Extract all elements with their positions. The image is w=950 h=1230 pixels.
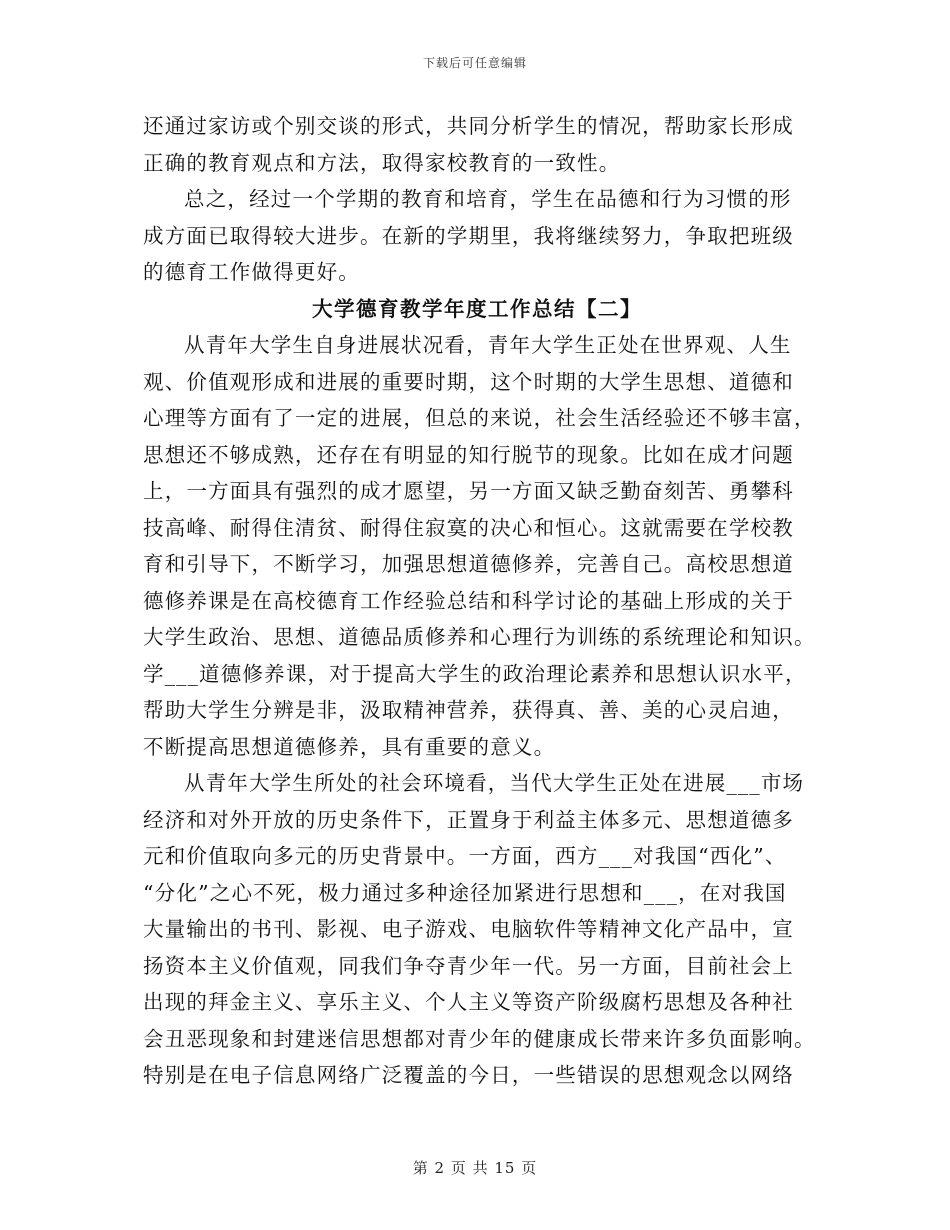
text-line: 从青年大学生自身进展状况看，青年大学生正处在世界观、人生 xyxy=(184,333,792,357)
document-body xyxy=(143,108,816,1094)
paragraph-4 xyxy=(143,765,816,1094)
text-line: 元和价值取向多元的历史背景中。一方面，西方___对我国“西化”、 xyxy=(143,844,787,868)
text-line: 正确的教育观点和方法，取得家校教育的一致性。 xyxy=(143,150,621,175)
text-line: 不断提高思想道德修养，具有重要的意义。 xyxy=(143,734,556,759)
text-line: 总之，经过一个学期的教育和培育，学生在品德和行为习惯的形 xyxy=(184,187,792,211)
paragraph-1 xyxy=(143,108,811,181)
text-line: 大学生政治、思想、道德品质修养和心理行为训练的系统理论和知识。 xyxy=(143,625,816,649)
text-line: 大量输出的书刊、影视、电子游戏、电脑软件等精神文化产品中，宣 xyxy=(143,917,794,941)
text-line: 成方面已取得较大进步。在新的学期里，我将继续努力，争取把班级 xyxy=(143,223,794,248)
text-line: 出现的拜金主义、享乐主义、个人主义等资产阶级腐朽思想及各种社 xyxy=(143,990,794,1014)
header-note: 下载后可任意编辑 xyxy=(422,56,527,70)
section-title: 大学德育教学年度工作总结【二】 xyxy=(312,296,642,321)
page-number-footer: 第 2 页 共 15 页 xyxy=(412,1159,538,1177)
text-line: 特别是在电子信息网络广泛覆盖的今日，一些错误的思想观念以网络 xyxy=(143,1063,794,1087)
paragraph-2 xyxy=(143,181,811,291)
text-line: 还通过家访或个别交谈的形式，共同分析学生的情况，帮助家长形成 xyxy=(143,114,794,138)
text-line: 技高峰、耐得住清贫、耐得住寂寞的决心和恒心。这就需要在学校教 xyxy=(143,515,794,540)
text-line: 育和引导下，不断学习，加强思想道德修养，完善自己。高校思想道 xyxy=(143,552,794,576)
text-line: “分化”之心不死，极力通过多种途径加紧进行思想和___，在对我国 xyxy=(143,880,787,905)
text-line: 思想还不够成熟，还存在有明显的知行脱节的现象。比如在成才问题 xyxy=(143,442,794,467)
text-line: 从青年大学生所处的社会环境看，当代大学生正处在进展___市场 xyxy=(184,771,805,795)
text-line: 观、价值观形成和进展的重要时期，这个时期的大学生思想、道德和 xyxy=(143,369,794,394)
text-line: 扬资本主义价值观，同我们争夺青少年一代。另一方面，目前社会上 xyxy=(143,953,794,978)
text-line: 帮助大学生分辨是非，汲取精神营养，获得真、善、美的心灵启迪， xyxy=(143,698,794,722)
text-line: 会丑恶现象和封建迷信思想都对青少年的健康成长带来许多负面影响。 xyxy=(143,1026,816,1051)
text-line: 心理等方面有了一定的进展，但总的来说，社会生活经验还不够丰富， xyxy=(143,406,816,430)
text-line: 学___道德修养课，对于提高大学生的政治理论素养和思想认识水平， xyxy=(143,661,807,686)
paragraph-3 xyxy=(143,327,816,765)
text-line: 上，一方面具有强烈的成才愿望，另一方面又缺乏勤奋刻苦、勇攀科 xyxy=(143,479,794,503)
text-line: 的德育工作做得更好。 xyxy=(143,260,360,284)
text-line: 经济和对外开放的历史条件下，正置身于利益主体多元、思想道德多 xyxy=(143,807,794,832)
text-line: 德修养课是在高校德育工作经验总结和科学讨论的基础上形成的关于 xyxy=(143,588,794,613)
